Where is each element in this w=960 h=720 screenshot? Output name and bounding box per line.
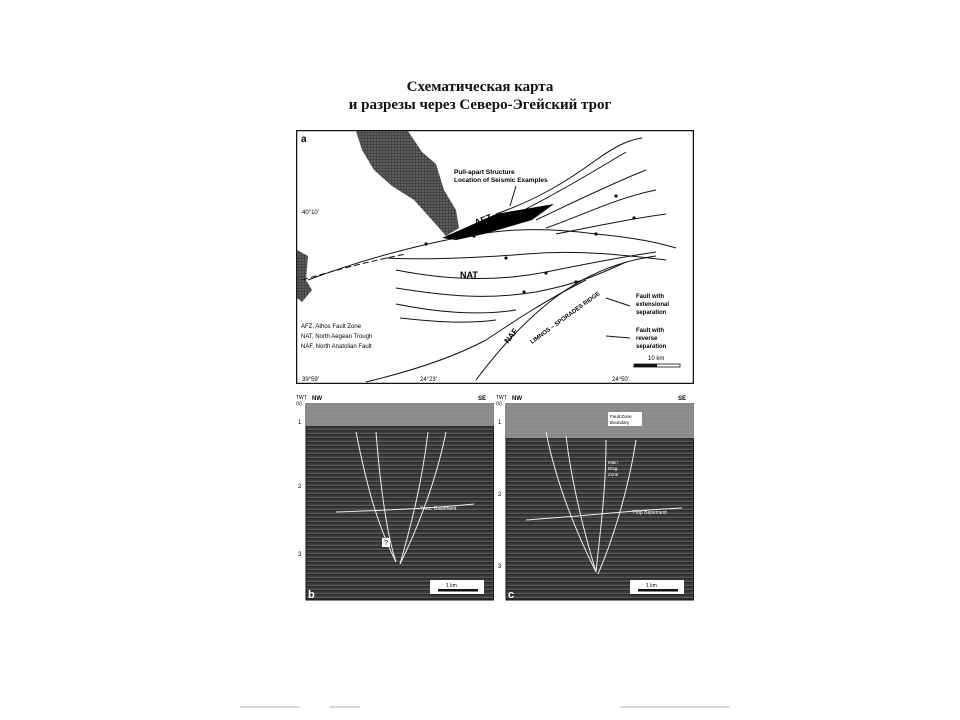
label-ridge: LIMNOS – SPORADES RIDGE	[529, 291, 602, 346]
se-label-b: SE	[478, 396, 487, 402]
scale-bar-b	[438, 589, 478, 592]
scale-b: 1 km	[446, 583, 457, 589]
legend-ext-1: Fault with	[636, 294, 664, 300]
legend-rev-2: reverse	[636, 336, 658, 342]
tick-c-1: 1	[498, 420, 502, 426]
seismic-image-b	[306, 404, 494, 600]
tick-b-1: 1	[298, 420, 302, 426]
title-line-1: Схематическая карта	[406, 79, 554, 95]
twt-unit-b: (s)	[296, 401, 302, 407]
page-title	[300, 78, 660, 114]
lat-top: 40°10'	[302, 210, 319, 216]
nw-label-c: NW	[512, 396, 522, 402]
horizon-b: ?Acc. Basement	[420, 506, 457, 512]
callout-line-2: Location of Seismic Examples	[454, 177, 548, 184]
seismic-section-c	[496, 392, 694, 602]
map-scale-label: 10 km	[648, 356, 665, 362]
legend-rev-1: Fault with	[636, 328, 664, 334]
legend-nat: NAT, North Aegean Trough	[301, 334, 373, 340]
label-nat: NAT	[460, 270, 478, 280]
scale-bar-c	[638, 589, 678, 592]
label-afz: AFZ	[473, 212, 493, 228]
legend-naf: NAF, North Anatolian Fault	[301, 344, 372, 350]
legend-ext-3: separation	[636, 310, 667, 316]
scan-artifact	[240, 706, 300, 708]
legend-rev-3: separation	[636, 344, 667, 350]
mid-c-2: Diag.	[608, 466, 619, 471]
lat-bottom: 39°59'	[302, 377, 319, 383]
tick-b-2: 2	[298, 484, 302, 490]
legend-ext-2: extensional	[636, 302, 670, 308]
map-panel-label: a	[301, 134, 307, 145]
twt-label-b: TWT	[296, 395, 307, 401]
seismic-section-b	[296, 392, 494, 602]
lon-2: 24°50'	[612, 377, 629, 383]
lon-1: 24°23'	[420, 377, 437, 383]
panel-label-b: b	[308, 589, 315, 601]
tick-b-3: 3	[298, 552, 302, 558]
twt-label-c: TWT	[496, 395, 507, 401]
tick-c-2: 2	[498, 492, 502, 498]
tick-c-3: 3	[498, 564, 502, 570]
se-label-c: SE	[678, 396, 687, 402]
legend-afz: AFZ, Athos Fault Zone	[301, 324, 362, 330]
fault-zone-c-1: Fault Zone	[610, 414, 632, 419]
fault-map-figure	[296, 130, 694, 384]
fault-zone-c-2: Boundary	[610, 420, 630, 425]
horizon-c: ?Top Basement	[632, 510, 667, 516]
mid-c-3: Zone	[608, 472, 619, 477]
marker-b: ?	[384, 540, 388, 547]
title-line-2: и разрезы через Северо-Эгейский трог	[348, 97, 612, 113]
mid-c-1: Main	[608, 460, 618, 465]
callout-line-1: Pull-apart Structure	[454, 169, 515, 176]
label-naf: NAF	[502, 326, 520, 346]
nw-label-b: NW	[312, 396, 322, 402]
panel-label-c: c	[508, 589, 515, 601]
scale-c: 1 km	[646, 583, 657, 589]
twt-unit-c: (s)	[496, 401, 502, 407]
